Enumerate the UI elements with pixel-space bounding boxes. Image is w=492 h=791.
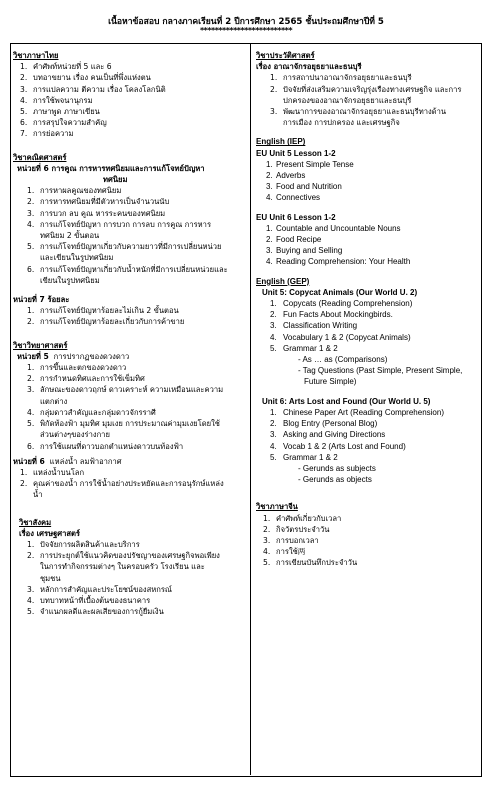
list-text: การสรุปใจความสำคัญ (33, 118, 107, 128)
list-text: การแก้โจทย์ปัญหาเกี่ยวกับความยาวที่มีการเปลี่ยนหน่วย และเขียนในรูปทศนิยม (40, 242, 222, 263)
list-text: การประยุกต์ใช้แนวคิดของปรัชญาของเศรษฐกิจพอเพียง ในการทำกิจกรรมต่างๆ ในครอบครัว โรงเรียน และ ชุมชน (40, 551, 220, 583)
list-number: 3. (270, 321, 277, 331)
social-list (13, 539, 247, 617)
science-unit5-title: หน่วยที่ 5 การปรากฏของดวงดาว (17, 351, 130, 361)
list-number: 4. (263, 547, 271, 557)
list-text: Countable and Uncountable Nouns (276, 223, 401, 233)
list-item (256, 407, 478, 418)
list-number: 3. (27, 584, 35, 594)
list-item (256, 524, 478, 535)
list-item (256, 546, 478, 557)
list-text: Chinese Paper Art (Reading Comprehension) (283, 407, 444, 417)
list-number: 6. (20, 118, 28, 128)
list-number: 4. (27, 407, 35, 417)
list-text: บทอาขยาน เรื่อง คนเป็นที่พึ่งแห่งตน (33, 73, 151, 83)
list-item (256, 343, 478, 354)
list-item (256, 159, 478, 170)
science-unit5-list (13, 362, 247, 452)
list-text: Buying and Selling (276, 246, 343, 256)
list-text: การใช้两 (276, 547, 306, 557)
list-number: 1. (270, 407, 277, 417)
title-stars: ************************* (199, 26, 293, 35)
list-number: 3. (266, 182, 273, 192)
list-number: 5. (270, 343, 277, 353)
gep-grammar-item: - Gerunds as subjects (298, 463, 376, 473)
list-text: การกำหนดทิศและการใช้เข็มทิศ (40, 374, 145, 384)
list-item (13, 606, 247, 617)
list-number: 5. (27, 242, 35, 252)
list-number: 5. (27, 607, 35, 617)
list-number: 2. (27, 197, 35, 207)
column-divider (250, 43, 251, 775)
list-number: 3. (27, 385, 35, 395)
list-number: 6. (27, 441, 35, 451)
list-item (13, 185, 247, 196)
list-item (256, 106, 478, 128)
list-number: 3. (263, 535, 271, 545)
list-text: Grammar 1 & 2 (283, 452, 338, 462)
list-item (256, 320, 478, 331)
list-text: Grammar 1 & 2 (283, 343, 338, 353)
gep-heading: English (GEP) (256, 276, 310, 286)
list-item (13, 595, 247, 606)
list-text: ปัจจัยการผลิตสินค้าและบริการ (40, 539, 140, 549)
list-number: 1. (27, 306, 35, 316)
list-number: 5. (270, 452, 277, 462)
list-item (13, 539, 247, 550)
list-item (13, 305, 247, 316)
list-text: บทบาทหน้าที่เบื้องต้นของธนาคาร (40, 595, 151, 605)
list-item (13, 441, 247, 452)
list-text: การแปลความ ตีความ เรื่อง โคลงโลกนิติ (33, 84, 166, 94)
list-number: 5. (27, 419, 35, 429)
list-number: 2. (20, 479, 28, 489)
gep-grammar-item: - Gerunds as objects (298, 475, 372, 485)
list-number: 2. (27, 551, 35, 561)
list-item (13, 61, 247, 72)
social-subheading: เรื่อง เศรษฐศาสตร์ (19, 528, 81, 538)
list-item (13, 219, 247, 241)
thai-heading: วิชาภาษาไทย (13, 51, 59, 60)
gep-grammar-item: - As … as (Comparisons) (298, 355, 388, 365)
gep-unit5-list (256, 298, 478, 354)
list-item (256, 84, 478, 106)
list-text: Copycats (Reading Comprehension) (283, 299, 413, 309)
list-text: การแก้โจทย์ปัญหา การบวก การลบ การคูณ การหาร ทศนิยม 2 ขั้นตอน (40, 219, 212, 241)
list-text: Fun Facts About Mockingbirds. (283, 310, 393, 320)
list-text: การย่อความ (33, 129, 74, 139)
list-item (256, 332, 478, 343)
list-text: จำแนกผลดีและผลเสียของการกู้ยืมเงิน (40, 607, 164, 617)
list-text: การขึ้นและตกของดวงดาว (40, 363, 127, 373)
list-text: Vocab 1 & 2 (Arts Lost and Found) (283, 441, 406, 451)
list-text: การสถาปนาอาณาจักรอยุธยาและธนบุรี (283, 73, 412, 83)
list-item (256, 452, 478, 463)
list-number: 5. (20, 107, 28, 117)
list-item (13, 264, 247, 286)
list-number: 1. (27, 363, 35, 373)
list-number: 4. (266, 193, 273, 203)
list-item (13, 478, 247, 500)
list-item (13, 106, 247, 117)
list-number: 4. (27, 219, 35, 229)
gep-unit6-list (256, 407, 478, 463)
list-text: Asking and Giving Directions (283, 430, 386, 440)
list-text: กลุ่มดาวสำคัญและกลุ่มดาวจักรราศี (40, 407, 156, 417)
list-text: การใช้พจนานุกรม (33, 95, 93, 105)
science-unit6-title: หน่วยที่ 6 แหล่งน้ำ ลมฟ้าอากาศ (13, 456, 122, 466)
list-item (256, 234, 478, 245)
gep-unit5: Unit 5: Copycat Animals (Our World U. 2) (262, 287, 418, 297)
list-number: 3. (20, 84, 28, 94)
gep-unit6-grammar (256, 463, 478, 485)
list-number: 2. (263, 524, 271, 534)
list-item (13, 196, 247, 207)
list-item (256, 170, 478, 181)
list-text: การแก้โจทย์ปัญหาเกี่ยวกับน้ำหนักที่มีการเปลี่ยนหน่วยและ เขียนในรูปทศนิยม (40, 264, 228, 285)
list-item (256, 418, 478, 429)
list-number: 4. (266, 257, 273, 267)
list-text: พิกัดท้องฟ้า มุมทิศ มุมเงย การประมาณค่ามุมเงยโดยใช้ ส่วนต่างๆของร่างกาย (40, 419, 220, 440)
gep-unit5-grammar (256, 354, 478, 388)
list-number: 3. (266, 246, 273, 256)
list-text: Vocabulary 1 & 2 (Copycat Animals) (283, 332, 411, 342)
thai-list (13, 61, 247, 139)
list-text: คำศัพท์หน่วยที่ 5 และ 6 (33, 62, 112, 72)
chinese-heading: วิชาภาษาจีน (256, 502, 298, 512)
list-number: 2. (266, 171, 273, 181)
list-text: Food and Nutrition (276, 182, 342, 192)
list-number: 4. (270, 332, 277, 342)
iep-unit6: EU Unit 6 Lesson 1-2 (256, 212, 336, 222)
list-text: Blog Entry (Personal Blog) (283, 419, 378, 429)
left-column (13, 46, 247, 617)
list-item (13, 362, 247, 373)
list-text: ภาษาพูด ภาษาเขียน (33, 107, 100, 117)
list-item (13, 584, 247, 595)
list-number: 1. (263, 513, 271, 523)
list-text: Classification Writing (283, 321, 358, 331)
history-list (256, 72, 478, 128)
list-number: 1. (270, 73, 278, 83)
list-number: 2. (27, 317, 35, 327)
list-text: การแก้โจทย์ปัญหาร้อยละเกี่ยวกับการค้าขาย (40, 317, 185, 327)
math-unit6-title-cont: ทศนิยม (103, 175, 128, 185)
list-item (256, 298, 478, 309)
gep-grammar-item: - Tag Questions (Past Simple, Present Simple, (298, 366, 463, 376)
list-item (13, 84, 247, 95)
list-text: การใช้แผนที่ดาวบอกตำแหน่งดาวบนท้องฟ้า (40, 441, 184, 451)
list-number: 2. (270, 419, 277, 429)
list-text: แหล่งน้ำบนโลก (33, 467, 85, 477)
math-unit6-list (13, 185, 247, 286)
list-number: 3. (27, 208, 35, 218)
list-text: การเขียนบันทึกประจำวัน (276, 558, 358, 568)
gep-unit6: Unit 6: Arts Lost and Found (Our World U. 5) (262, 396, 431, 406)
list-text: Food Recipe (276, 235, 322, 245)
list-text: การแก้โจทย์ปัญหาร้อยละไม่เกิน 2 ขั้นตอน (40, 306, 179, 316)
math-unit7-list (13, 305, 247, 327)
math-unit6-title: หน่วยที่ 6 การคูณ การหารทศนิยมและการแก้โจทย์ปัญหา (17, 163, 205, 173)
list-item (13, 467, 247, 478)
list-text: การบวก ลบ คูณ หารระคนของทศนิยม (40, 208, 166, 218)
science-heading: วิชาวิทยาศาสตร์ (13, 340, 68, 350)
list-text: Adverbs (276, 171, 306, 181)
list-number: 2. (270, 84, 278, 94)
iep-unit5: EU Unit 5 Lesson 1-2 (256, 148, 336, 158)
list-number: 1. (266, 223, 273, 233)
list-number: 4. (20, 95, 28, 105)
list-text: พัฒนาการของอาณาจักรอยุธยาและธนบุรีทางด้าน การเมือง การปกครอง และเศรษฐกิจ (283, 107, 447, 128)
iep-section (256, 136, 478, 485)
list-number: 7. (20, 129, 28, 139)
list-item (256, 429, 478, 440)
list-item (256, 245, 478, 256)
list-text: การหาผลคูณของทศนิยม (40, 186, 122, 196)
right-column (256, 46, 478, 569)
list-item (13, 95, 247, 106)
list-item (13, 316, 247, 327)
list-number: 2. (20, 73, 28, 83)
list-number: 1. (27, 539, 35, 549)
list-item (256, 557, 478, 568)
list-item (256, 256, 478, 267)
list-item (256, 223, 478, 234)
list-number: 6. (27, 264, 35, 274)
list-item (256, 72, 478, 83)
list-item (13, 550, 247, 584)
list-text: การหารทศนิยมที่มีตัวหารเป็นจำนวนนับ (40, 197, 170, 207)
social-heading: วิชาสังคม (19, 517, 52, 527)
gep-grammar-item: Future Simple) (304, 377, 357, 387)
iep-unit5-list (256, 159, 478, 204)
list-item (13, 241, 247, 263)
list-number: 2. (270, 310, 277, 320)
iep-unit6-list (256, 223, 478, 268)
list-number: 1. (20, 62, 28, 72)
list-item (256, 309, 478, 320)
list-number: 5. (263, 558, 271, 568)
list-number: 1. (270, 299, 277, 309)
list-item (13, 208, 247, 219)
list-item (256, 535, 478, 546)
list-text: คำศัพท์เกี่ยวกับเวลา (276, 513, 342, 523)
list-text: ลักษณะของดาวฤกษ์ ดาวเคราะห์ ความเหมือนและความ แตกต่าง (40, 385, 224, 406)
list-item (256, 513, 478, 524)
list-item (13, 117, 247, 128)
list-item (13, 128, 247, 139)
list-number: 3. (270, 430, 277, 440)
math-heading: วิชาคณิตศาสตร์ (13, 152, 67, 162)
list-item (256, 441, 478, 452)
list-number: 1. (20, 467, 28, 477)
list-text: Reading Comprehension: Your Health (276, 257, 411, 267)
list-item (13, 407, 247, 418)
list-number: 1. (266, 159, 273, 169)
science-unit6-list (13, 467, 247, 501)
list-text: Present Simple Tense (276, 159, 354, 169)
list-item (13, 384, 247, 406)
list-item (13, 418, 247, 440)
list-text: ปัจจัยที่ส่งเสริมความเจริญรุ่งเรืองทางเศรษฐกิจ และการ ปกครองของอาณาจักรอยุธยาและธนบุรี (283, 84, 462, 105)
list-text: คุณค่าของน้ำ การใช้น้ำอย่างประหยัดและการอนุรักษ์แหล่ง น้ำ (33, 479, 224, 500)
list-number: 3. (270, 107, 278, 117)
list-text: การบอกเวลา (276, 535, 319, 545)
list-text: Connectives (276, 193, 321, 203)
list-text: หลักการสำคัญและประโยชน์ของสหกรณ์ (40, 584, 172, 594)
history-subheading: เรื่อง อาณาจักรอยุธยาและธนบุรี (256, 62, 362, 72)
iep-heading: English (IEP) (256, 137, 306, 147)
list-item (13, 72, 247, 83)
math-unit7-title: หน่วยที่ 7 ร้อยละ (13, 295, 70, 305)
list-number: 4. (27, 595, 35, 605)
list-item (13, 373, 247, 384)
chinese-list (256, 513, 478, 569)
page-title: เนื้อหาข้อสอบ กลางภาคเรียนที่ 2 ปีการศึกษา 2565 ชั้นประถมศึกษาปีที่ 5 (108, 17, 384, 27)
list-item (256, 181, 478, 192)
list-number: 4. (270, 441, 277, 451)
history-heading: วิชาประวัติศาสตร์ (256, 51, 315, 60)
list-text: กิจวัตรประจำวัน (276, 524, 330, 534)
list-number: 2. (27, 374, 35, 384)
list-item (256, 192, 478, 203)
list-number: 1. (27, 186, 35, 196)
list-number: 2. (266, 235, 273, 245)
